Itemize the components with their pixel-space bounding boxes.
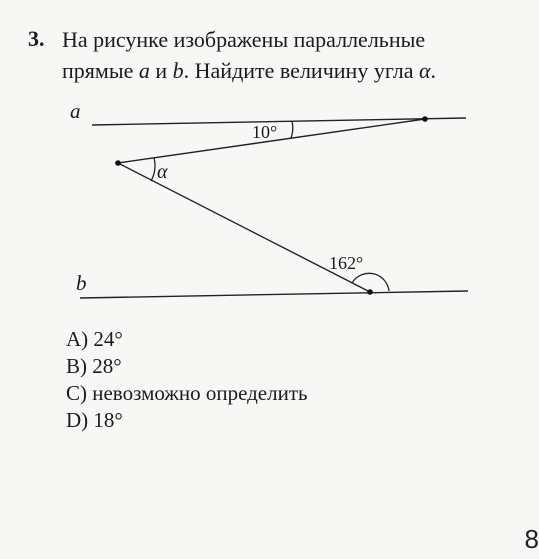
page-number: 8 <box>524 524 539 554</box>
answer-text: невозможно определить <box>92 381 308 405</box>
label-a: a <box>70 99 81 123</box>
angle-arc-alpha <box>151 158 155 181</box>
answer-letter: D) <box>66 408 89 432</box>
text-fragment: . Найдите величину угла <box>183 58 419 83</box>
problem-text-line-1: На рисунке изображены параллельные <box>62 27 426 52</box>
angle-arc-bottom <box>352 273 389 291</box>
answer-letter: C) <box>66 381 87 405</box>
point-bottom <box>367 289 373 295</box>
answer-option-d[interactable] <box>66 407 308 434</box>
answer-text: 24° <box>93 327 123 351</box>
label-angle-bottom: 162° <box>329 253 364 273</box>
answer-option-a[interactable] <box>66 326 308 353</box>
variable-b: b <box>172 58 184 83</box>
angle-arc-top <box>291 121 293 138</box>
label-b: b <box>76 271 87 295</box>
variable-a: a <box>138 58 150 83</box>
variable-alpha: α <box>418 58 431 83</box>
problem-number: 3. <box>28 26 45 51</box>
answer-options <box>66 326 308 434</box>
label-angle-alpha: α <box>157 161 168 183</box>
answer-letter: A) <box>66 327 89 351</box>
text-fragment: и <box>149 58 173 83</box>
answer-letter: B) <box>66 354 87 378</box>
line-b <box>80 291 468 298</box>
text-fragment: прямые <box>62 58 139 83</box>
point-top <box>422 116 428 122</box>
text-fragment: . <box>430 58 437 83</box>
answer-option-c[interactable] <box>66 380 308 407</box>
answer-text: 28° <box>92 354 122 378</box>
point-left <box>115 160 121 166</box>
answer-option-b[interactable] <box>66 353 308 380</box>
label-angle-top: 10° <box>252 122 278 142</box>
answer-text: 18° <box>93 408 123 432</box>
